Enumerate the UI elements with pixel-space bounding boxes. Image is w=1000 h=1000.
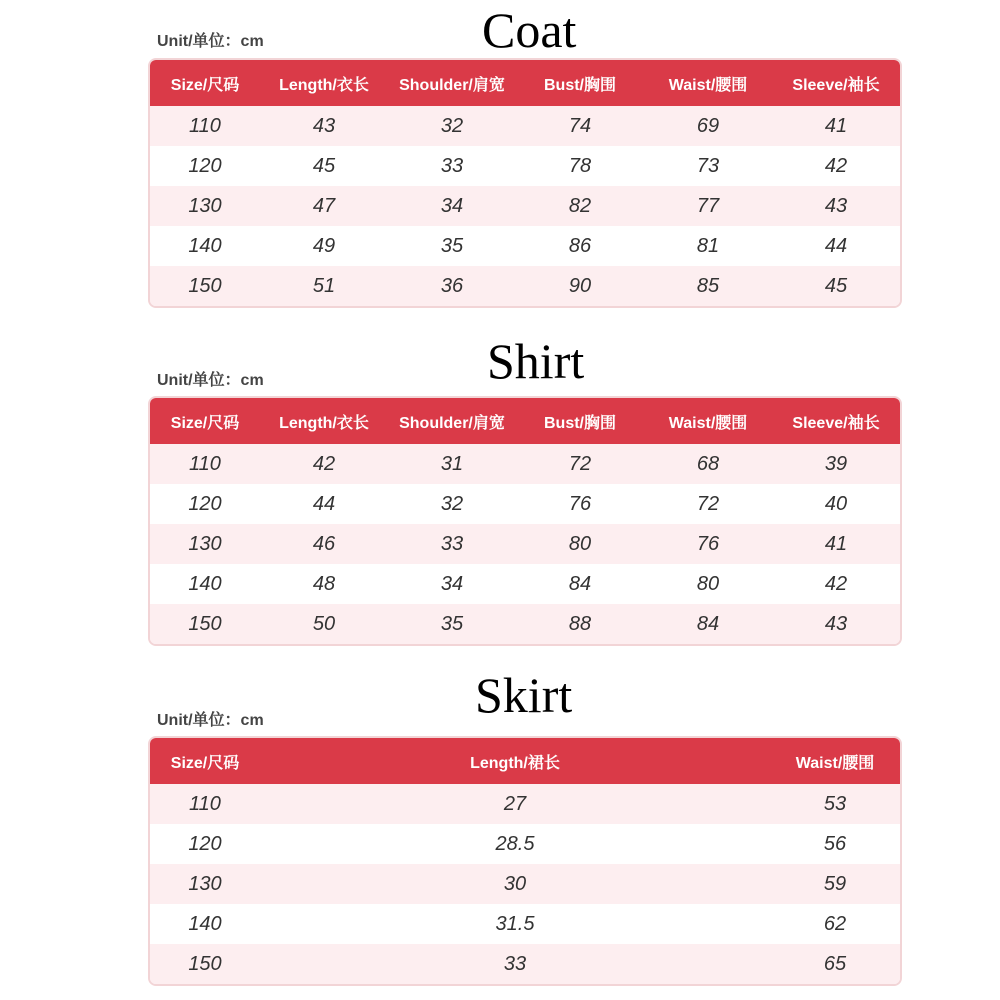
cell-sleeve: 43 xyxy=(824,194,848,217)
cell-waist: 59 xyxy=(823,872,847,895)
table-row xyxy=(150,524,900,564)
cell-size: 120 xyxy=(188,154,222,177)
cell-size: 120 xyxy=(188,492,222,515)
cell-bust: 78 xyxy=(568,154,592,177)
cell-sleeve: 43 xyxy=(824,612,848,635)
cell-size: 150 xyxy=(188,612,222,635)
header-length: Length/裙长 xyxy=(470,754,560,772)
table-row xyxy=(150,146,900,186)
cell-length: 31.5 xyxy=(495,912,535,935)
table-row xyxy=(150,944,900,984)
table-row xyxy=(150,226,900,266)
skirt-table-header xyxy=(150,738,900,784)
cell-length: 33 xyxy=(503,952,527,975)
cell-waist: 73 xyxy=(696,154,720,177)
cell-size: 110 xyxy=(189,452,221,475)
skirt-title: Skirt xyxy=(475,667,573,723)
table-row xyxy=(150,186,900,226)
cell-length: 30 xyxy=(503,872,527,895)
cell-waist: 80 xyxy=(696,572,720,595)
table-row xyxy=(150,444,900,484)
cell-length: 47 xyxy=(312,194,336,217)
header-length: Length/衣长 xyxy=(279,414,369,432)
cell-waist: 69 xyxy=(696,114,720,137)
cell-length: 28.5 xyxy=(495,832,535,855)
coat-table-header xyxy=(150,60,900,106)
cell-shoulder: 34 xyxy=(440,194,464,217)
cell-length: 49 xyxy=(312,234,336,257)
cell-bust: 74 xyxy=(568,114,592,137)
cell-shoulder: 31 xyxy=(440,452,464,475)
header-size: Size/尺码 xyxy=(170,754,240,772)
header-waist: Waist/腰围 xyxy=(668,414,748,432)
coat-size-table xyxy=(148,58,902,308)
cell-length: 42 xyxy=(312,452,336,475)
cell-size: 130 xyxy=(188,194,222,217)
header-shoulder: Shoulder/肩宽 xyxy=(399,76,505,94)
shirt-unit-label: Unit/单位：cm xyxy=(157,372,264,389)
cell-shoulder: 33 xyxy=(440,532,464,555)
cell-waist: 77 xyxy=(696,194,720,217)
header-waist: Waist/腰围 xyxy=(668,76,748,94)
cell-length: 27 xyxy=(503,792,527,815)
cell-shoulder: 32 xyxy=(440,114,464,137)
cell-bust: 80 xyxy=(568,532,592,555)
cell-size: 130 xyxy=(188,532,222,555)
cell-shoulder: 33 xyxy=(440,154,464,177)
cell-waist: 68 xyxy=(696,452,720,475)
header-bust: Bust/胸围 xyxy=(543,76,616,94)
header-size: Size/尺码 xyxy=(170,414,240,432)
cell-sleeve: 39 xyxy=(824,452,848,475)
skirt-unit-label: Unit/单位：cm xyxy=(157,712,264,729)
shirt-title: Shirt xyxy=(487,333,585,389)
coat-title: Coat xyxy=(482,2,577,58)
cell-waist: 56 xyxy=(823,832,847,855)
cell-size: 130 xyxy=(188,872,222,895)
cell-size: 110 xyxy=(189,792,221,815)
coat-unit-label: Unit/单位：cm xyxy=(157,33,264,50)
cell-sleeve: 45 xyxy=(824,274,848,297)
cell-length: 46 xyxy=(312,532,336,555)
cell-bust: 84 xyxy=(568,572,592,595)
header-size: Size/尺码 xyxy=(170,76,240,94)
cell-waist: 62 xyxy=(823,912,847,935)
cell-waist: 81 xyxy=(696,234,720,257)
cell-size: 140 xyxy=(188,912,222,935)
cell-length: 50 xyxy=(312,612,336,635)
cell-bust: 86 xyxy=(568,234,592,257)
cell-shoulder: 36 xyxy=(440,274,464,297)
cell-sleeve: 42 xyxy=(824,154,848,177)
cell-size: 110 xyxy=(189,114,221,137)
cell-bust: 88 xyxy=(568,612,592,635)
cell-size: 120 xyxy=(188,832,222,855)
cell-sleeve: 41 xyxy=(824,114,848,137)
table-row xyxy=(150,904,900,944)
cell-bust: 82 xyxy=(568,194,592,217)
cell-sleeve: 42 xyxy=(824,572,848,595)
cell-waist: 65 xyxy=(823,952,847,975)
cell-size: 140 xyxy=(188,572,222,595)
cell-shoulder: 34 xyxy=(440,572,464,595)
cell-waist: 53 xyxy=(823,792,847,815)
cell-length: 45 xyxy=(312,154,336,177)
header-sleeve: Sleeve/袖长 xyxy=(792,414,880,432)
cell-waist: 85 xyxy=(696,274,720,297)
cell-bust: 90 xyxy=(568,274,592,297)
header-length: Length/衣长 xyxy=(279,76,369,94)
cell-length: 44 xyxy=(312,492,336,515)
header-waist: Waist/腰围 xyxy=(795,754,875,772)
table-row xyxy=(150,864,900,904)
cell-sleeve: 41 xyxy=(824,532,848,555)
cell-shoulder: 35 xyxy=(440,234,464,257)
shirt-size-table xyxy=(148,396,902,646)
cell-sleeve: 44 xyxy=(824,234,848,257)
table-row xyxy=(150,106,900,146)
table-row xyxy=(150,564,900,604)
table-row xyxy=(150,484,900,524)
table-row xyxy=(150,824,900,864)
cell-length: 43 xyxy=(312,114,336,137)
skirt-size-table xyxy=(148,736,902,986)
header-sleeve: Sleeve/袖长 xyxy=(792,76,880,94)
shirt-table-header xyxy=(150,398,900,444)
cell-shoulder: 35 xyxy=(440,612,464,635)
cell-size: 140 xyxy=(188,234,222,257)
header-shoulder: Shoulder/肩宽 xyxy=(399,414,505,432)
cell-size: 150 xyxy=(188,274,222,297)
cell-size: 150 xyxy=(188,952,222,975)
cell-length: 48 xyxy=(312,572,336,595)
cell-length: 51 xyxy=(312,274,336,297)
cell-shoulder: 32 xyxy=(440,492,464,515)
cell-waist: 76 xyxy=(696,532,720,555)
cell-waist: 72 xyxy=(696,492,720,515)
table-row xyxy=(150,784,900,824)
cell-bust: 76 xyxy=(568,492,592,515)
table-row xyxy=(150,604,900,644)
header-bust: Bust/胸围 xyxy=(543,414,616,432)
table-row xyxy=(150,266,900,306)
cell-waist: 84 xyxy=(696,612,720,635)
cell-bust: 72 xyxy=(568,452,592,475)
cell-sleeve: 40 xyxy=(824,492,848,515)
